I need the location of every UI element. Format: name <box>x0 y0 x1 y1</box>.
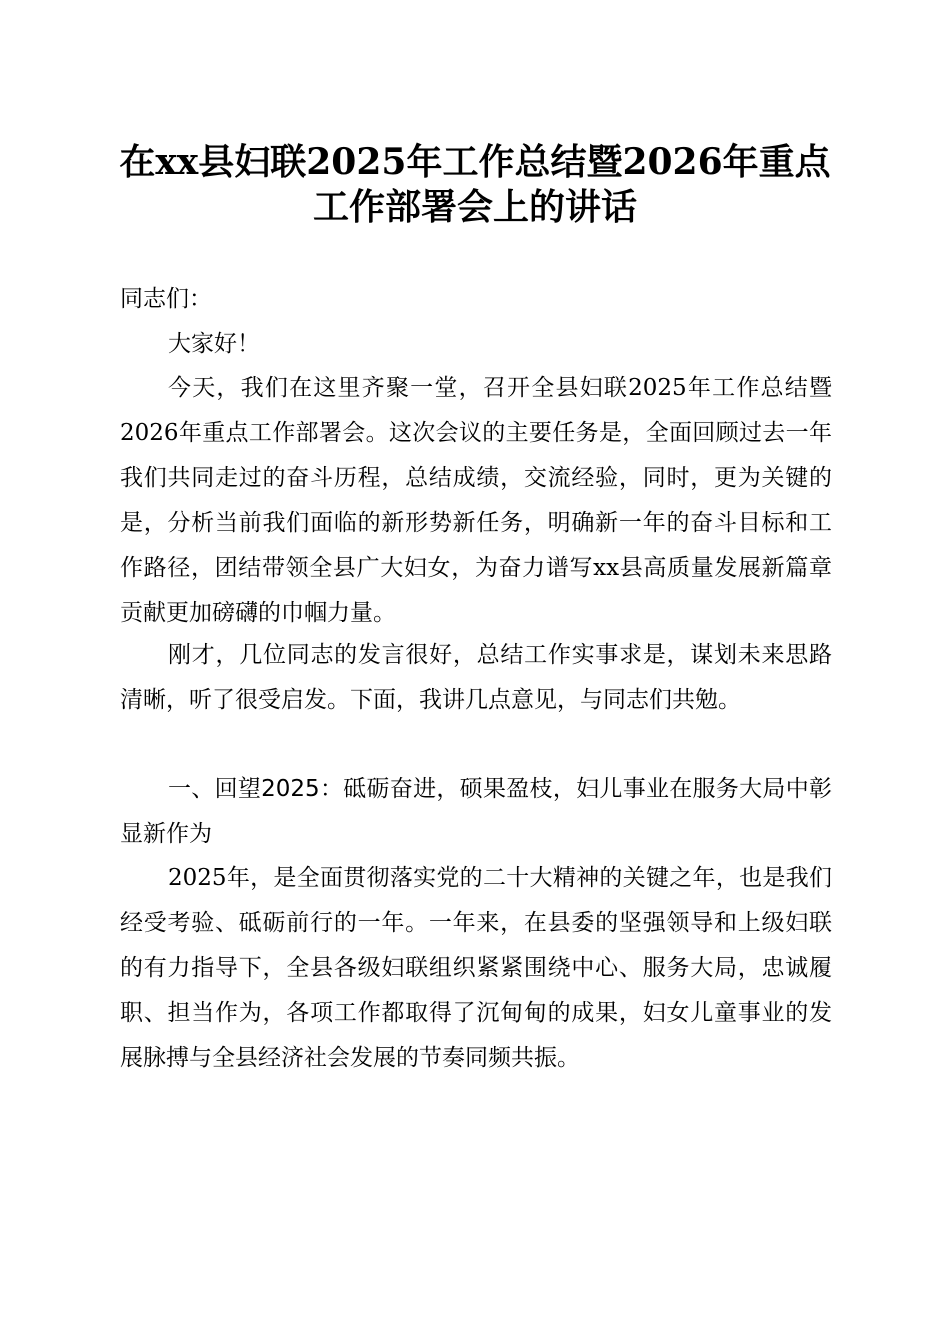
paragraph-remarks: 刚才，几位同志的发言很好，总结工作实事求是，谋划未来思路清晰，听了很受启发。下面，我讲几点意见，与同志们共勉。 <box>120 642 832 713</box>
document-title-line-2: 工作部署会上的讲话 <box>312 186 637 228</box>
section-heading-1: 一、回望2025：砥砺奋进，硕果盈枝，妇儿事业在服务大局中彰显新作为 <box>120 776 832 847</box>
salutation: 同志们： <box>120 286 212 312</box>
paragraph-review-2025: 2025年，是全面贯彻落实党的二十大精神的关键之年，也是我们经受考验、砥砺前行的一年。一年来，在县委的坚强领导和上级妇联的有力指导下，全县各级妇联组织紧紧围绕中心、服务大局，忠诚履职、担当作为，各项工作都取得了沉甸甸的成果，妇女儿童事业的发展脉搏与全县经济社会发展的节奏同频共振。 <box>120 865 832 1071</box>
greeting: 大家好！ <box>168 331 260 357</box>
paragraph-opening: 今天，我们在这里齐聚一堂，召开全县妇联2025年工作总结暨2026年重点工作部署会。这次会议的主要任务是，全面回顾过去一年我们共同走过的奋斗历程，总结成绩，交流经验，同时，更为关键的是，分析当前我们面临的新形势新任务，明确新一年的奋斗目标和工作路径，团结带领全县广大妇女，为奋力谱写xx县高质量发展新篇章贡献更加磅礴的巾帼力量。 <box>120 375 832 626</box>
document-title-line-1: 在xx县妇联2025年工作总结暨2026年重点 <box>119 141 831 183</box>
